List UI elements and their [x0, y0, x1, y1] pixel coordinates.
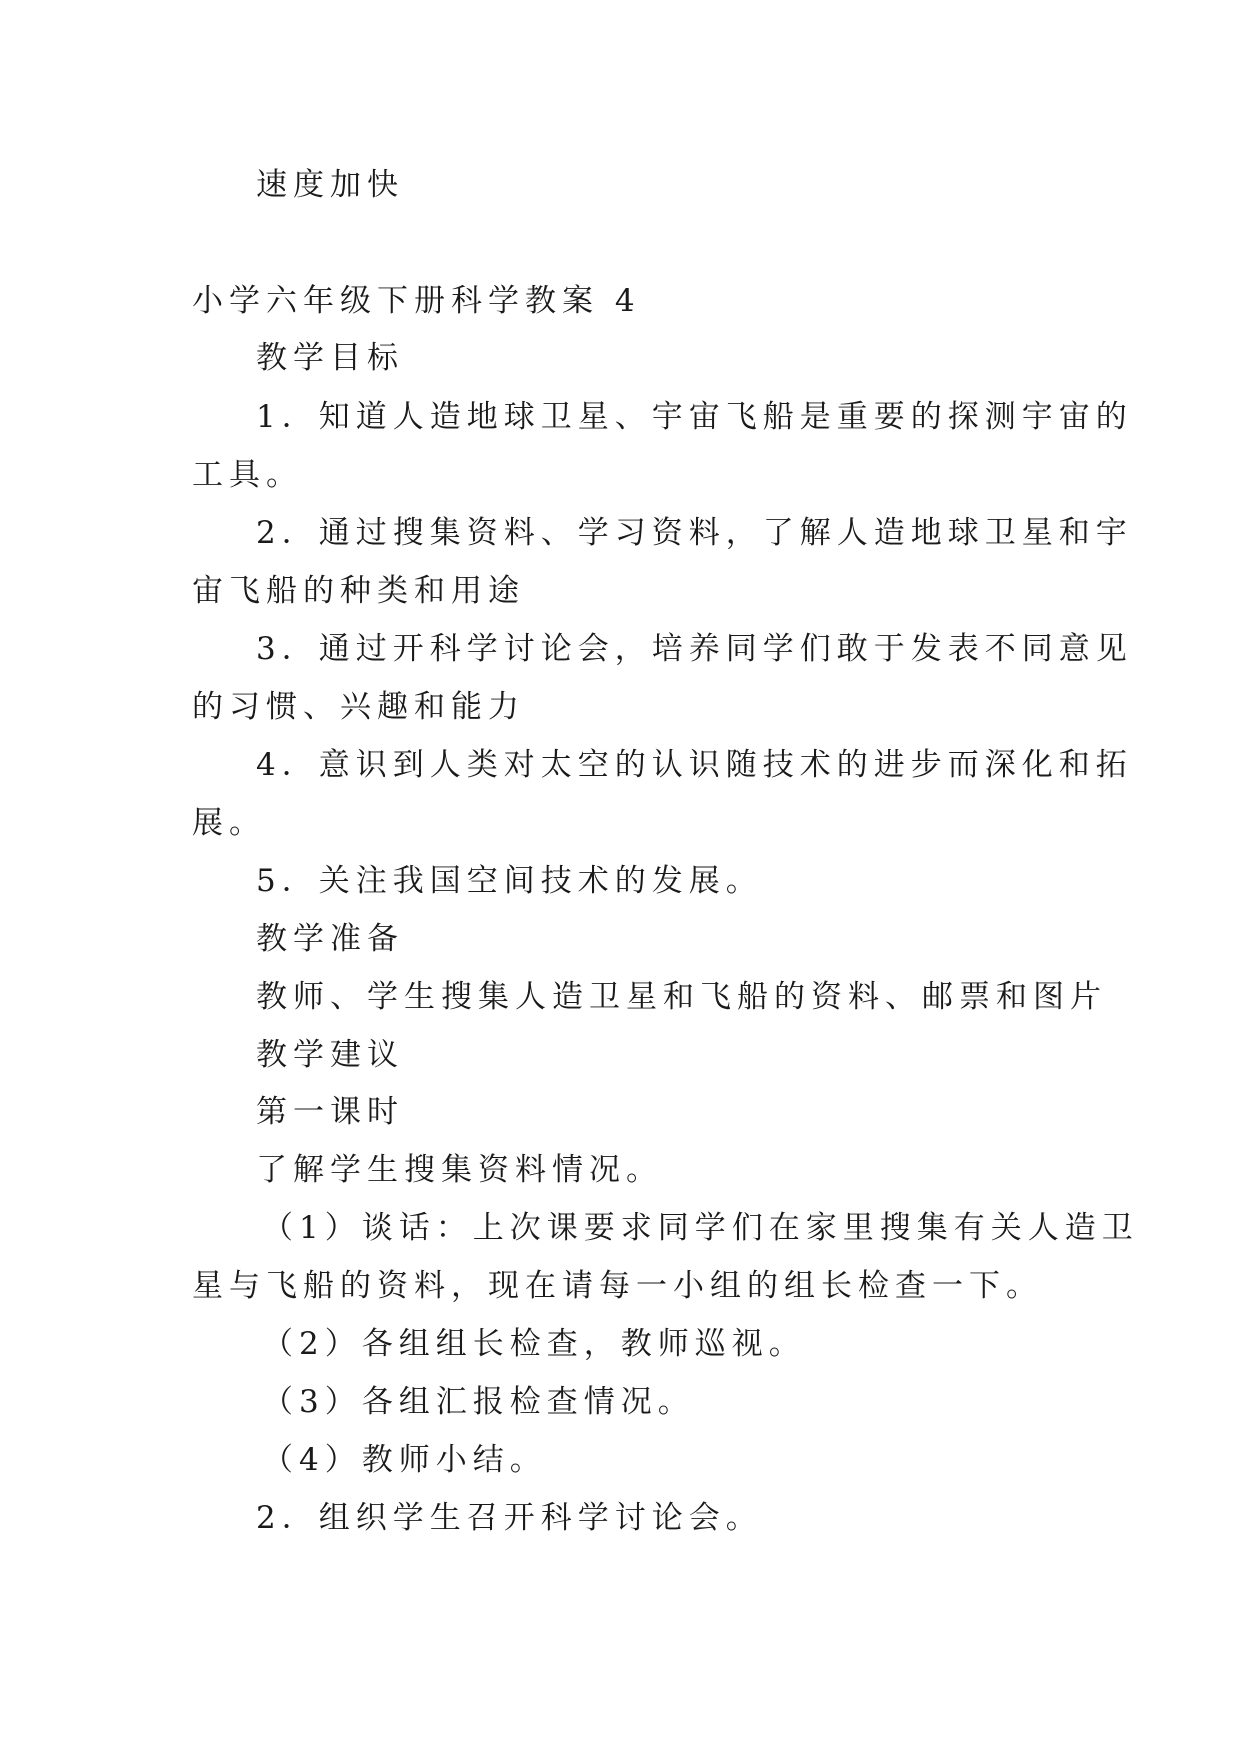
text-line: 工具。: [192, 457, 303, 493]
text-line: （2）各组组长检查，教师巡视。: [262, 1326, 806, 1362]
text-line: 3．通过开科学讨论会，培养同学们敢于发表不同意见: [256, 631, 1133, 667]
text-line: 的习惯、兴趣和能力: [192, 689, 525, 725]
text-line: 展。: [192, 805, 266, 841]
text-line: 星与飞船的资料，现在请每一小组的组长检查一下。: [192, 1268, 1043, 1304]
heading-objectives: 教学目标: [256, 340, 404, 376]
text-line: （1）谈话：上次课要求同学们在家里搜集有关人造卫: [262, 1210, 1139, 1246]
heading-suggestions: 教学建议: [256, 1037, 404, 1073]
text-line: 速度加快: [256, 167, 404, 203]
text-line: 宙飞船的种类和用途: [192, 573, 525, 609]
text-line: 教师、学生搜集人造卫星和飞船的资料、邮票和图片: [256, 979, 1107, 1015]
text-line: 2．通过搜集资料、学习资料，了解人造地球卫星和宇: [256, 515, 1133, 551]
text-line: 2．组织学生召开科学讨论会。: [256, 1500, 763, 1536]
text-line: （3）各组汇报检查情况。: [262, 1384, 695, 1420]
text-line: 了解学生搜集资料情况。: [256, 1152, 663, 1188]
text-line: 1．知道人造地球卫星、宇宙飞船是重要的探测宇宙的: [256, 399, 1133, 435]
text-line: 5．关注我国空间技术的发展。: [256, 863, 763, 899]
heading-preparation: 教学准备: [256, 921, 404, 957]
text-line: 4．意识到人类对太空的认识随技术的进步而深化和拓: [256, 747, 1133, 783]
heading-lesson-one: 第一课时: [256, 1094, 404, 1130]
section-title: 小学六年级下册科学教案 4: [192, 283, 641, 319]
text-line: （4）教师小结。: [262, 1442, 547, 1478]
